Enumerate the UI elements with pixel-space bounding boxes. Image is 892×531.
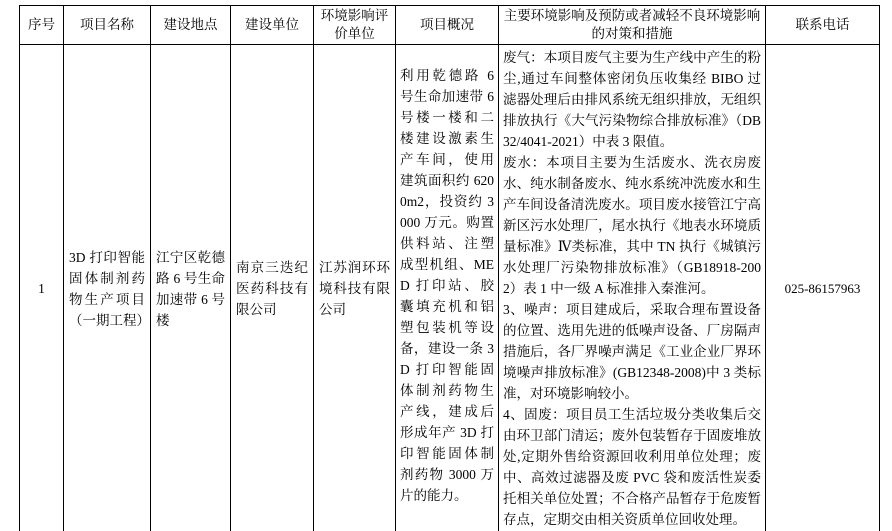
header-cell-overview: 项目概况	[396, 6, 499, 45]
header-cell-builder: 建设单位	[231, 6, 314, 45]
measure-waste-water: 废水：本项目主要为生活废水、洗衣房废水、纯水制备废水、纯水系统冲洗废水和生产车间设备清洗废水。项目废水接管江宁高新区污水处理厂，尾水执行《地表水环境质量标准》Ⅳ类标准，其中 TN 执行《城镇污水处理厂污染物排放标准》（GB18918-2002）表 1 中一级 A 标准排入秦淮河。	[503, 155, 761, 296]
cell-location: 江宁区乾德路 6 号生命加速带 6 号楼	[151, 45, 231, 531]
cell-builder: 南京三迭纪医药科技有限公司	[231, 45, 314, 531]
measure-solid-waste: 4、固废：项目员工生活垃圾分类收集后交由环卫部门清运；废外包装暂存于固废堆放处,定期外售给资源回收利用单位处理；废中、高效过滤器及废 PVC 袋和废活性炭委托相关单位处置；不合格产品暂存于危废暂存点，定期交由相关资质单位回收处理。	[503, 407, 761, 527]
header-cell-project-name: 项目名称	[64, 6, 151, 45]
measure-noise: 3、噪声：项目建成后，采取合理布置设备的位置、选用先进的低噪声设备、厂房隔声措施后，各厂界噪声满足《工业企业厂界环境噪声排放标准》(GB12348-2008)中 3 类标准，对环境影响较小。	[503, 302, 761, 401]
header-cell-phone: 联系电话	[766, 6, 880, 45]
cell-index: 1	[20, 45, 64, 531]
eia-notice-table	[19, 5, 880, 531]
cell-project-name: 3D 打印智能固体制剂药物生产项目（一期工程）	[64, 45, 151, 531]
header-cell-measures: 主要环境影响及预防或者减轻不良环境影响的对策和措施	[499, 6, 766, 45]
table-row	[20, 45, 880, 531]
cell-overview: 利用乾德路 6 号生命加速带 6 号楼一楼和二楼建设激素生产车间，使用建筑面积约 6200m2，投资约 3000 万元。购置供料站、注塑成型机组、MED 打印站、胶囊填充机和铝塑包装机等设备，建设一条 3D 打印智能固体制剂药物生产线，建成后形成年产 3D 打印智能固体制剂药物 3000 万片的能力。	[396, 45, 499, 531]
cell-measures	[499, 45, 766, 531]
header-cell-eia-unit: 环境影响评价单位	[314, 6, 396, 45]
cell-eia-unit: 江苏润环环境科技有限公司	[314, 45, 396, 531]
measure-waste-gas: 废气：本项目废气主要为生产线中产生的粉尘,通过车间整体密闭负压收集经 BIBO 过滤器处理后由排风系统无组织排放，无组织排放执行《大气污染物综合排放标准》（DB32/4041-2021）中表 3 限值。	[503, 50, 761, 149]
header-row	[20, 6, 880, 45]
cell-phone: 025-86157963	[766, 45, 880, 531]
header-cell-index: 序号	[20, 6, 64, 45]
header-cell-location: 建设地点	[151, 6, 231, 45]
